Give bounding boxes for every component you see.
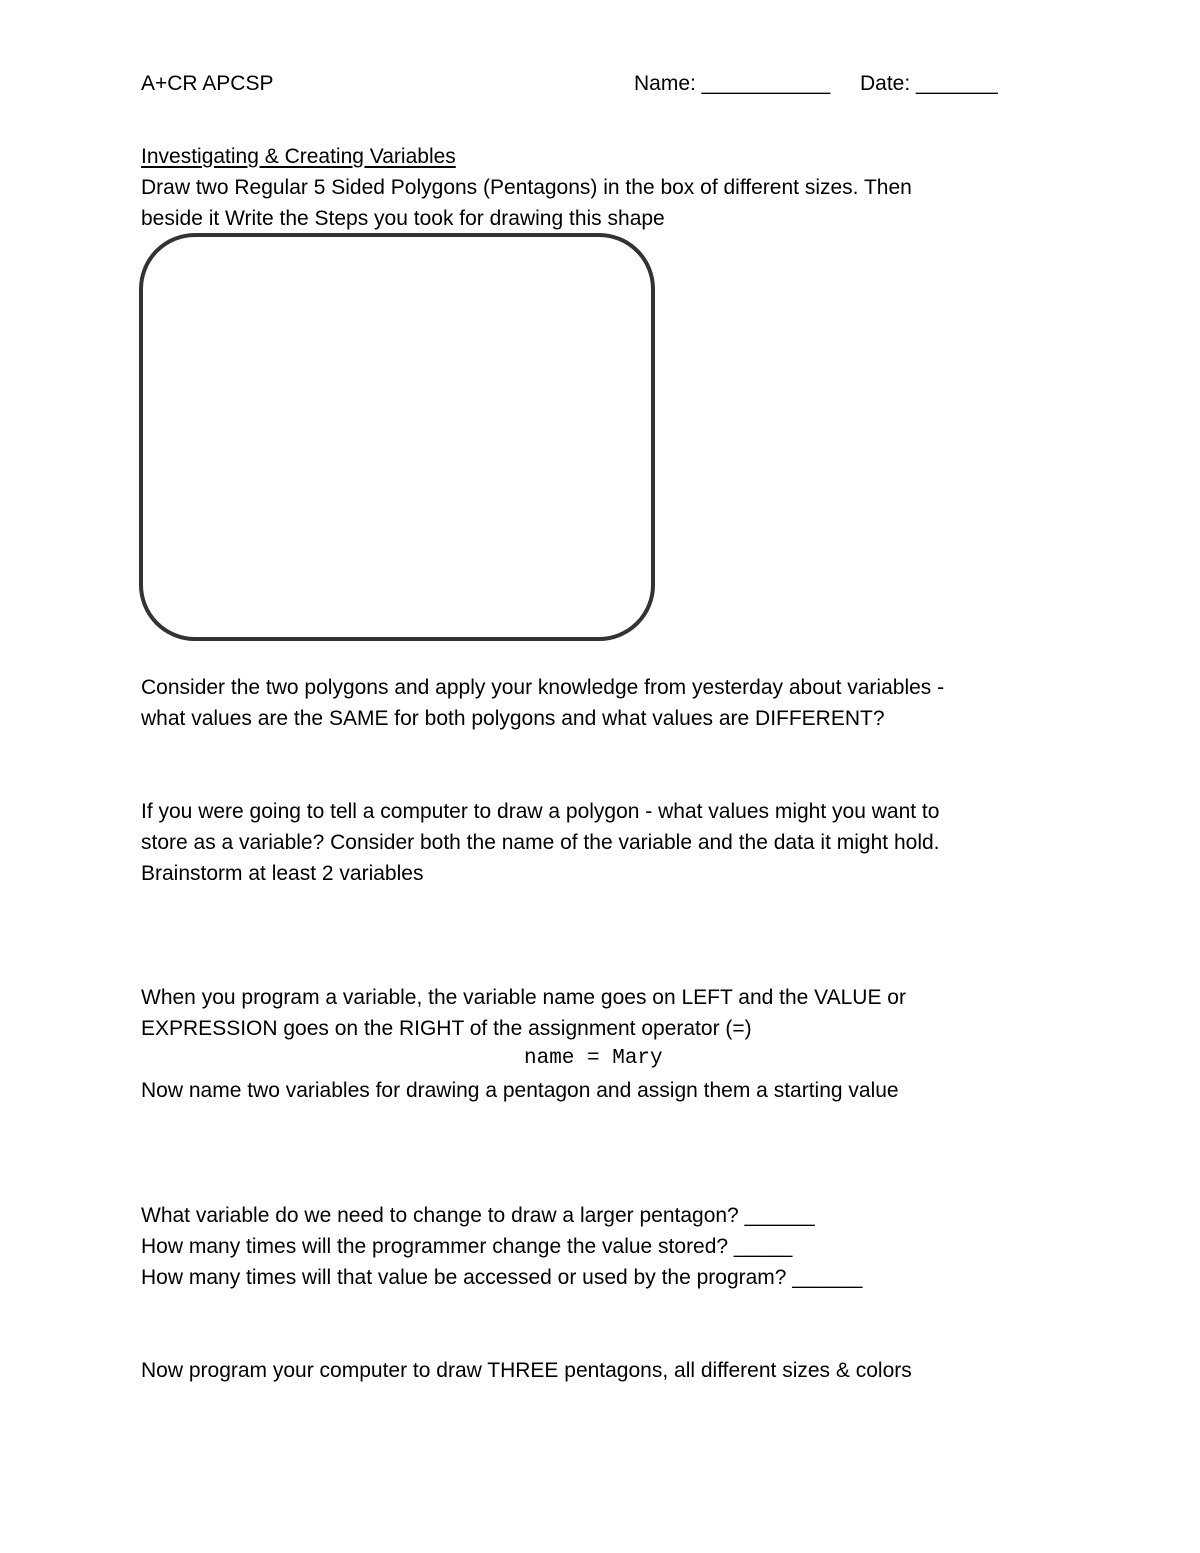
q2-line-3: Brainstorm at least 2 variables	[141, 862, 424, 885]
code-example: name = Mary	[524, 1047, 663, 1070]
intro-line-1: Draw two Regular 5 Sided Polygons (Pentagons) in the box of different sizes. Then	[141, 176, 912, 199]
date-field: Date: _______	[860, 72, 998, 95]
drawing-box	[139, 233, 655, 641]
q4-line-1: What variable do we need to change to draw a larger pentagon? ______	[141, 1204, 815, 1227]
q3-line-1: When you program a variable, the variable name goes on LEFT and the VALUE or	[141, 986, 906, 1009]
course-label: A+CR APCSP	[141, 72, 274, 95]
q2-line-2: store as a variable? Consider both the name of the variable and the data it might hold.	[141, 831, 940, 854]
q3-line-2: EXPRESSION goes on the RIGHT of the assignment operator (=)	[141, 1017, 752, 1040]
q3-line-3: Now name two variables for drawing a pentagon and assign them a starting value	[141, 1079, 899, 1102]
q1-line-2: what values are the SAME for both polygons and what values are DIFFERENT?	[141, 707, 885, 730]
q1-line-1: Consider the two polygons and apply your knowledge from yesterday about variables -	[141, 676, 945, 699]
name-field: Name: ___________	[634, 72, 831, 95]
q5-line-1: Now program your computer to draw THREE pentagons, all different sizes & colors	[141, 1359, 912, 1382]
q4-line-3: How many times will that value be accessed or used by the program? ______	[141, 1266, 863, 1289]
intro-line-2: beside it Write the Steps you took for drawing this shape	[141, 207, 665, 230]
worksheet-title: Investigating & Creating Variables	[141, 145, 456, 168]
q4-line-2: How many times will the programmer change the value stored? _____	[141, 1235, 793, 1258]
q2-line-1: If you were going to tell a computer to draw a polygon - what values might you want to	[141, 800, 940, 823]
